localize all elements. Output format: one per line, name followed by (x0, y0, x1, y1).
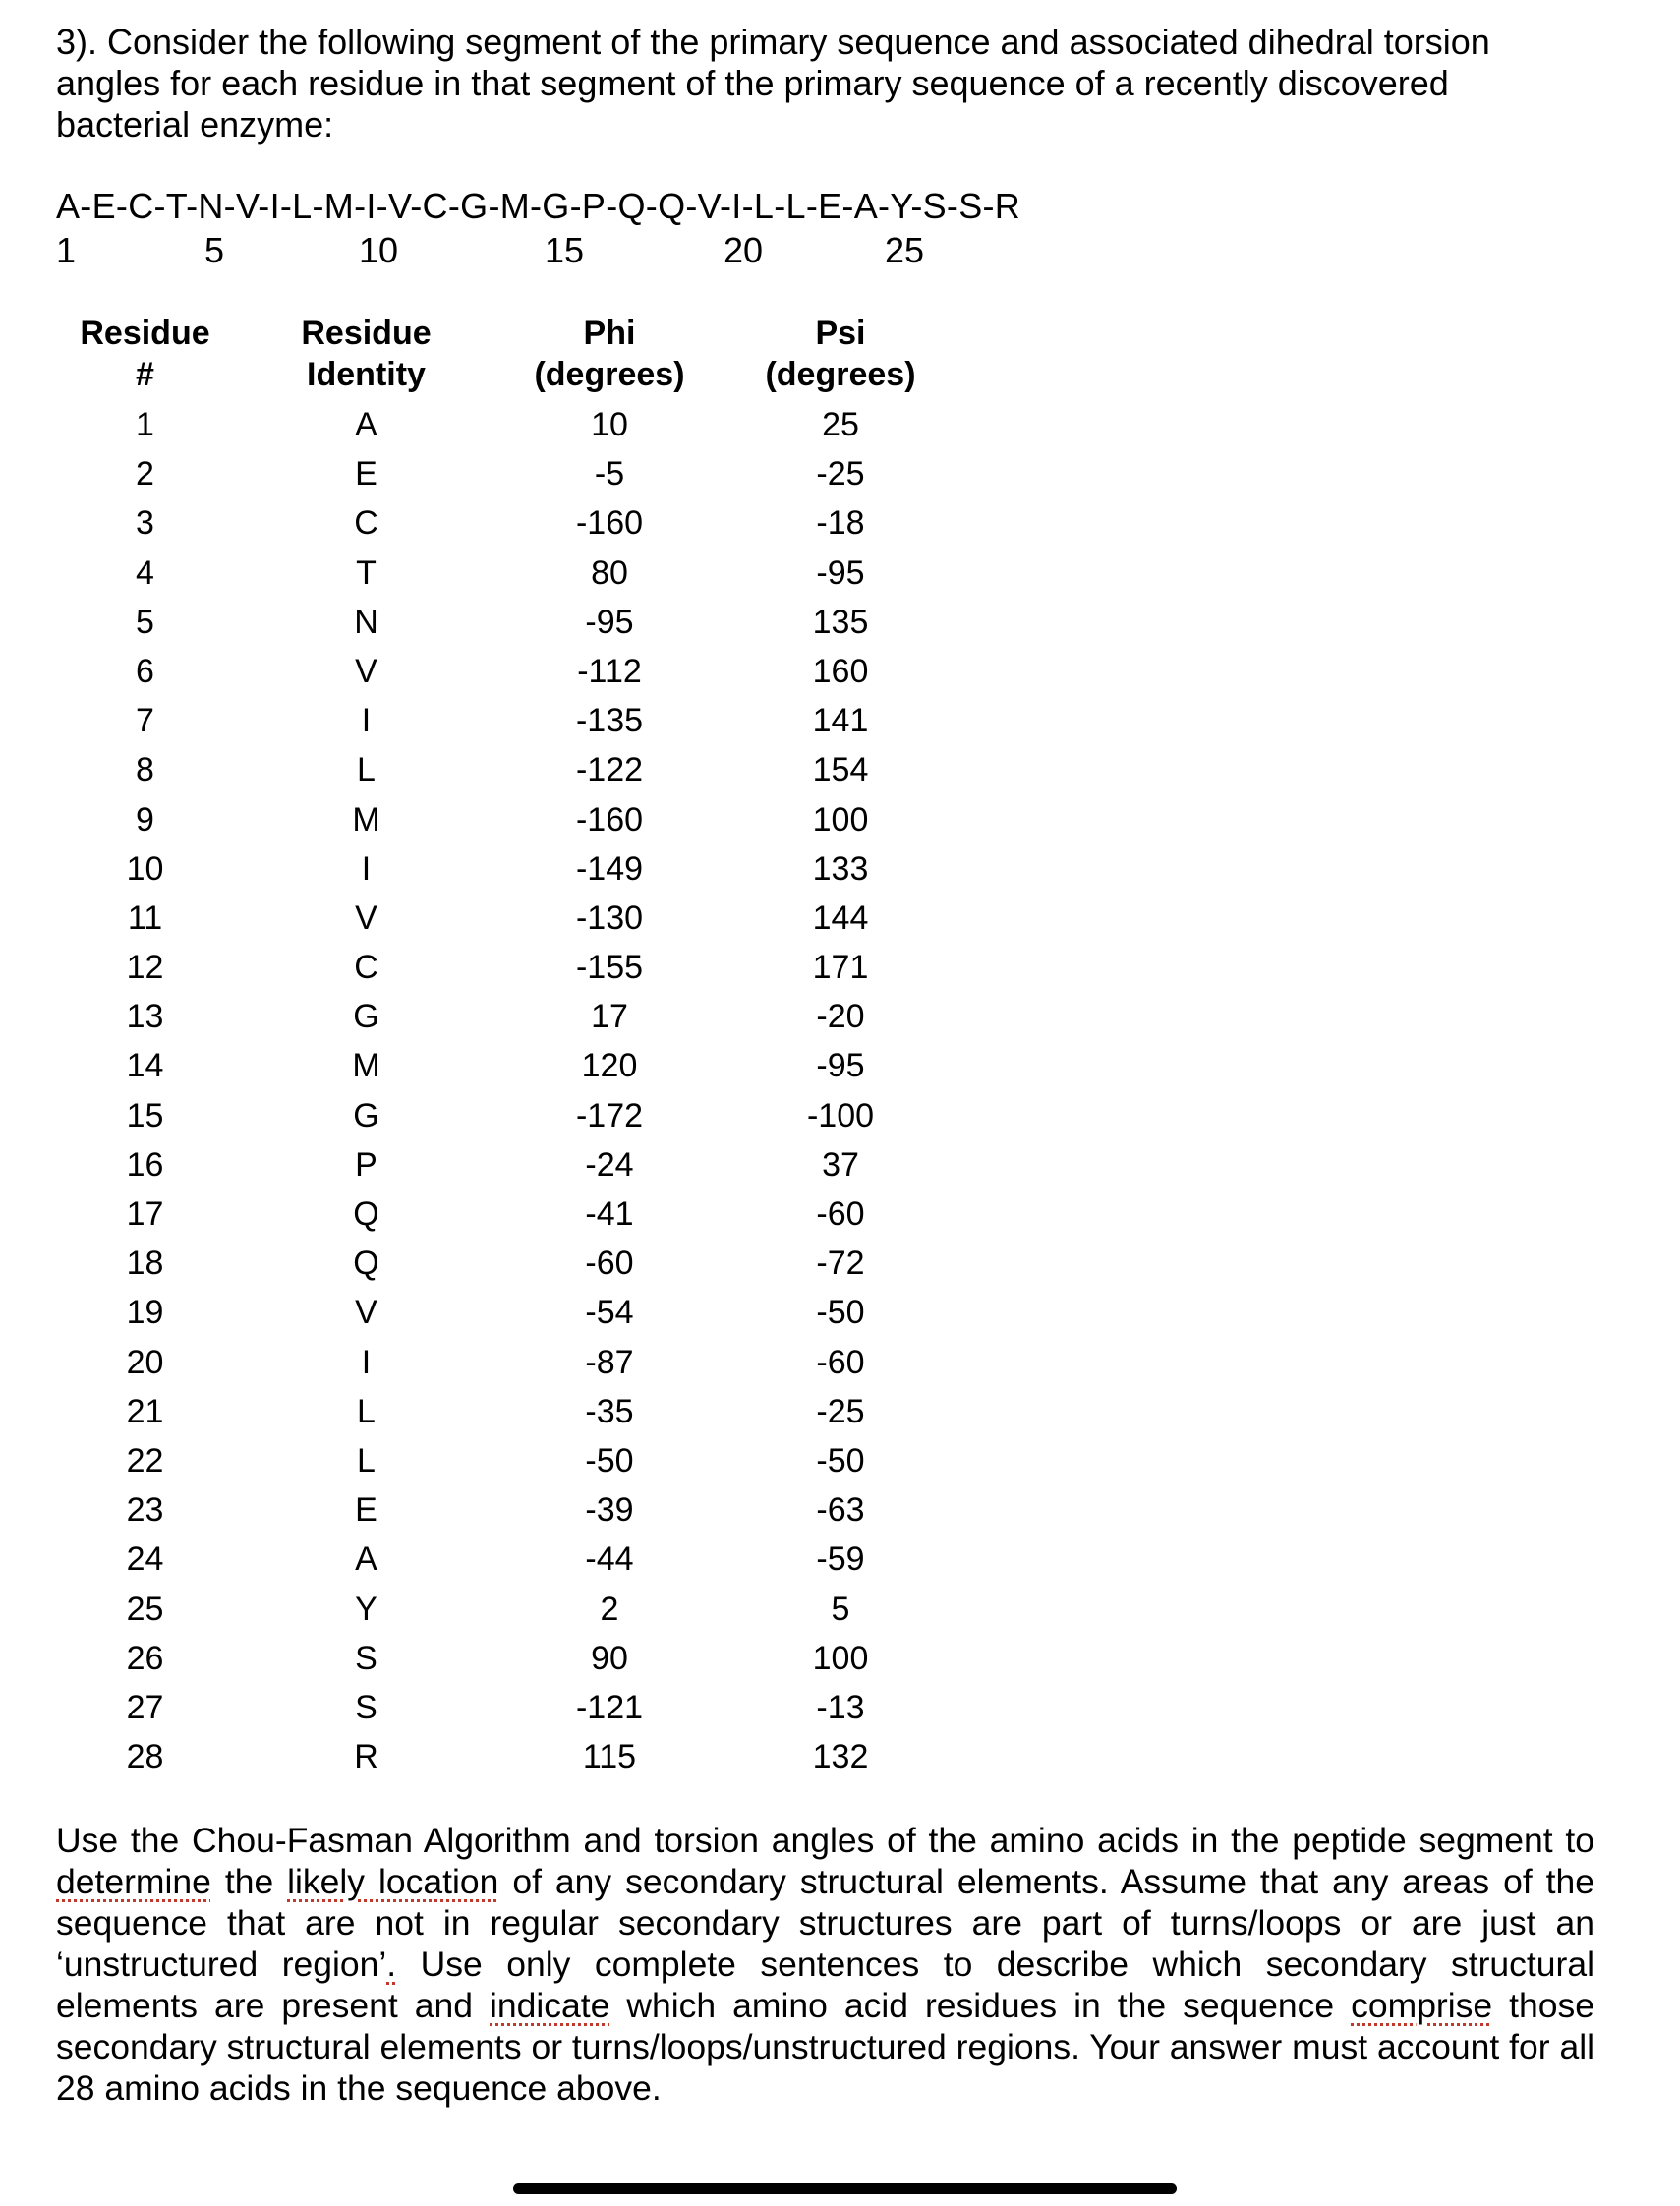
residue-number-cell: 25 (126, 1590, 164, 1628)
residue-number-cell: 8 (136, 751, 154, 789)
residue-number-cell: 24 (126, 1540, 164, 1579)
residue-identity-cell: L (357, 751, 376, 789)
psi-cell: 154 (812, 751, 869, 789)
phi-cell: -160 (575, 504, 644, 543)
residue-number-cell: 17 (126, 1195, 164, 1233)
residue-identity-cell: C (354, 504, 378, 543)
phi-cell: -50 (585, 1441, 634, 1480)
residue-number-cell: 22 (126, 1441, 164, 1480)
keyword-period: . (386, 1945, 397, 1984)
phi-cell: -112 (577, 652, 642, 690)
header-psi: Psi (degrees) (765, 315, 916, 393)
residue-identity-cell: I (361, 849, 372, 888)
residue-identity-cell: Q (353, 1245, 379, 1283)
residue-identity-cell: L (357, 1441, 376, 1480)
phi-cell: 120 (581, 1047, 638, 1085)
phi-cell: 115 (582, 1738, 637, 1776)
phi-cell: -135 (575, 702, 644, 740)
residue-number-cell: 19 (126, 1294, 164, 1332)
residue-number-cell: 14 (126, 1047, 164, 1085)
psi-cell: -18 (816, 504, 865, 543)
residue-identity-cell: C (354, 949, 378, 987)
psi-cell: -95 (816, 553, 865, 592)
residue-number-cell: 7 (136, 702, 154, 740)
psi-cell: 135 (812, 603, 869, 641)
question-text: 3). Consider the following segment of the primary sequence and associated dihedral torsion angles for each residue in that segment of the primary sequence of a recently discovered bacterial enzyme: (56, 22, 1490, 145)
residue-identity-cell: L (357, 1392, 376, 1430)
residue-identity-cell: G (353, 998, 379, 1036)
residue-number-cell: 20 (126, 1343, 164, 1381)
phi-cell: -155 (575, 949, 644, 987)
psi-cell: -72 (816, 1245, 865, 1283)
psi-cell: -13 (816, 1688, 865, 1726)
psi-cell: 100 (812, 800, 869, 839)
phi-cell: 10 (591, 406, 628, 443)
residue-identity-cell: A (355, 1540, 377, 1579)
header-residue-identity: Residue Identity (301, 315, 432, 393)
residue-identity-cell: T (356, 553, 377, 592)
psi-cell: -50 (816, 1441, 865, 1480)
phi-cell: -130 (575, 899, 644, 937)
keyword-likely-location: likely location (287, 1862, 499, 1901)
phi-cell: -39 (585, 1491, 634, 1530)
psi-cell: 141 (812, 702, 869, 740)
header-phi: Phi (degrees) (534, 315, 685, 393)
residue-number-cell: 28 (126, 1738, 164, 1776)
residue-number-cell: 4 (136, 553, 154, 592)
phi-cell: -5 (594, 455, 625, 493)
residue-number-cell: 6 (136, 652, 154, 690)
residue-identity-cell: Y (355, 1590, 377, 1628)
keyword-determine: determine (56, 1862, 211, 1901)
psi-cell: -100 (806, 1096, 875, 1134)
residue-identity-cell: M (352, 1047, 380, 1085)
psi-cell: 171 (812, 949, 869, 987)
residue-identity-cell: I (361, 1343, 372, 1381)
psi-cell: -20 (816, 998, 865, 1036)
psi-cell: -63 (816, 1491, 865, 1530)
residue-identity-cell: M (352, 800, 380, 839)
residue-identity-cell: Q (353, 1195, 379, 1233)
psi-cell: 133 (812, 849, 869, 888)
phi-cell: -95 (585, 603, 634, 641)
phi-cell: -35 (585, 1392, 634, 1430)
position-label: 1 (55, 230, 77, 270)
residue-identity-cell: V (355, 899, 377, 937)
psi-cell: 144 (812, 899, 869, 937)
residue-identity-cell: S (355, 1639, 377, 1677)
residue-identity-cell: V (355, 1294, 377, 1332)
residue-identity-cell: R (354, 1738, 378, 1776)
instructions-text: Use the Chou-Fasman Algorithm and torsion angles of the amino acids in the peptide segment to determine the likely location of any secondary structural elements. Assume that any areas of the sequence that are not in regular secondary structures are part of turns/loops or are just an ‘unstructured region’. Use only complete sentences to describe which secondary structural elements are present and indicate which amino acid residues in the sequence comprise those secondary structural elements or turns/loops/unstructured regions. Your answer must account for all 28 amino acids in the sequence above. (56, 1821, 1594, 2108)
psi-cell: -59 (816, 1540, 865, 1579)
residue-number-cell: 2 (136, 455, 154, 493)
position-label: 25 (884, 230, 925, 270)
residue-identity-cell: E (355, 1491, 377, 1530)
psi-cell: -60 (816, 1343, 865, 1381)
phi-cell: -122 (575, 751, 644, 789)
residue-identity-cell: G (353, 1096, 379, 1134)
phi-cell: -41 (585, 1195, 634, 1233)
residue-identity-cell: P (355, 1145, 377, 1184)
keyword-comprise: comprise (1351, 1986, 1493, 2025)
residue-identity-cell: I (361, 702, 372, 740)
phi-cell: -44 (585, 1540, 634, 1579)
psi-cell: 5 (831, 1590, 850, 1628)
residue-identity-cell: V (355, 652, 377, 690)
home-indicator[interactable] (513, 2183, 1177, 2194)
residue-number-cell: 18 (126, 1245, 164, 1283)
psi-cell: -25 (816, 455, 865, 493)
residue-number-cell: 15 (126, 1096, 164, 1134)
residue-number-cell: 3 (136, 504, 154, 543)
position-label: 5 (203, 230, 225, 270)
psi-cell: -60 (816, 1195, 865, 1233)
phi-cell: 90 (591, 1639, 628, 1677)
primary-sequence: A-E-C-T-N-V-I-L-M-I-V-C-G-M-G-P-Q-Q-V-I-L-L-E-A-Y-S-S-R (56, 186, 1021, 226)
residue-number-cell: 9 (136, 800, 154, 839)
residue-number-cell: 21 (126, 1392, 164, 1430)
phi-cell: 2 (600, 1590, 619, 1628)
phi-cell: -149 (575, 849, 644, 888)
psi-cell: 37 (822, 1145, 859, 1184)
residue-number-cell: 1 (136, 406, 154, 443)
residue-identity-cell: A (355, 406, 377, 443)
residue-number-cell: 27 (126, 1688, 164, 1726)
position-label: 20 (723, 230, 764, 270)
residue-identity-cell: S (355, 1688, 377, 1726)
psi-cell: -95 (816, 1047, 865, 1085)
phi-cell: -54 (585, 1294, 634, 1332)
residue-number-cell: 23 (126, 1491, 164, 1530)
phi-cell: -87 (585, 1343, 634, 1381)
residue-number-cell: 11 (127, 899, 163, 937)
phi-cell: -172 (575, 1096, 644, 1134)
psi-cell: 100 (812, 1639, 869, 1677)
residue-identity-cell: E (355, 455, 377, 493)
phi-cell: 17 (591, 998, 628, 1036)
position-label: 10 (358, 230, 399, 270)
phi-cell: 80 (591, 553, 628, 592)
phi-cell: -121 (575, 1688, 644, 1726)
psi-cell: -50 (816, 1294, 865, 1332)
residue-identity-cell: N (354, 603, 378, 641)
residue-number-cell: 13 (126, 998, 164, 1036)
keyword-indicate: indicate (490, 1986, 610, 2025)
residue-number-cell: 10 (126, 849, 164, 888)
position-label: 15 (544, 230, 585, 270)
psi-cell: 160 (812, 652, 869, 690)
residue-number-cell: 26 (126, 1639, 164, 1677)
residue-number-cell: 12 (126, 949, 164, 987)
psi-cell: 132 (812, 1738, 869, 1776)
phi-cell: -24 (585, 1145, 634, 1184)
psi-cell: 25 (822, 406, 859, 443)
residue-number-cell: 16 (126, 1145, 164, 1184)
residue-number-cell: 5 (136, 603, 154, 641)
phi-cell: -60 (585, 1245, 634, 1283)
header-residue-number: Residue # (80, 315, 210, 393)
phi-cell: -160 (575, 800, 644, 839)
psi-cell: -25 (816, 1392, 865, 1430)
